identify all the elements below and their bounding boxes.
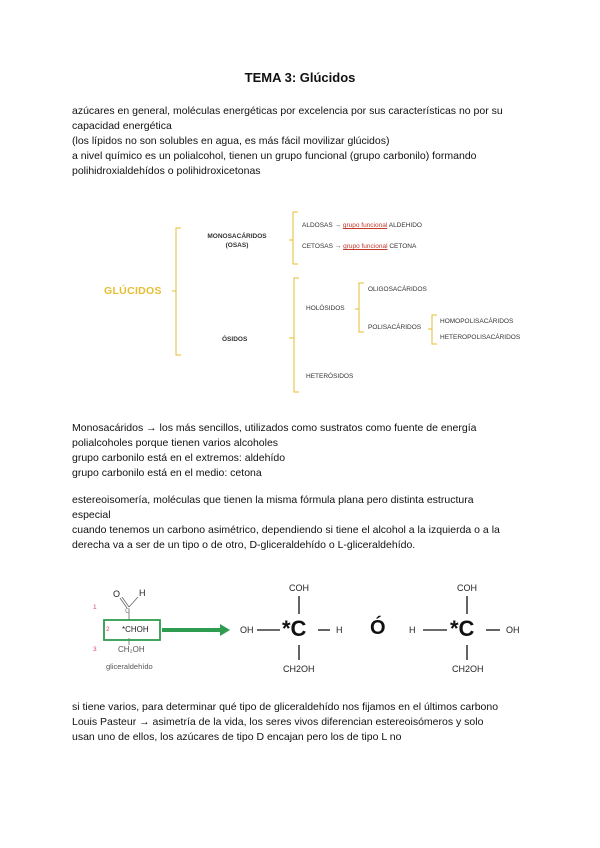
right-top-coh: COH — [457, 583, 477, 593]
mono-line1: MONOSACÁRIDOS — [207, 233, 267, 240]
cetosas-grupo: grupo funcional — [343, 243, 388, 250]
closing-line: usan uno de ellos, los azúcares de tipo D encajan pero los de tipo L no — [72, 731, 402, 743]
closing-line: Louis Pasteur → asimetría de la vida, los seres vivos diferencian estereoisómeros y solo — [72, 716, 484, 728]
left-h: H — [336, 625, 343, 635]
stereo-line: derecha va a ser de un tipo o de otro, D-gliceraldehído o L-gliceraldehído. — [72, 539, 416, 551]
intro-line: a nivel químico es un polialcohol, tienen un grupo funcional (grupo carbonilo) formando — [72, 150, 477, 162]
heteropolisacaridos-label: HETEROPOLISACÁRIDOS — [440, 334, 521, 341]
homopolisacaridos-label: HOMOPOLISACÁRIDOS — [440, 318, 514, 325]
aldehyde-oxygen: O — [113, 589, 121, 599]
oligosacaridos-label: OLIGOSACÁRIDOS — [368, 286, 427, 293]
mono-line: polialcoholes porque tienen varios alcoholes — [72, 437, 279, 449]
carbon-number-2: 2 — [106, 626, 110, 633]
aldehyde-hydrogen: H — [139, 588, 146, 598]
mono-line: grupo carbonilo está en el medio: cetona — [72, 467, 262, 479]
right-bottom-ch2oh: CH2OH — [452, 664, 484, 674]
carbon-number-3: 3 — [93, 646, 97, 653]
closing-paragraph — [72, 700, 532, 745]
stereo-line: cuando tenemos un carbono asimétrico, dependiendo si tiene el alcohol a la izquierda o a la — [72, 524, 500, 536]
page-title: TEMA 3: Glúcidos — [244, 70, 356, 85]
aldosas-grupo: grupo funcional — [342, 222, 388, 229]
cetosas-cetona: CETONA — [387, 243, 417, 250]
mono-line: grupo carbonilo está en el extremos: aldehído — [72, 452, 286, 464]
intro-line: (los lípidos no son solubles en agua, es más fácil movilizar glúcidos) — [72, 135, 390, 147]
aldosas-aldehido: ALDEHIDO — [387, 222, 422, 229]
right-carbon: *C — [450, 616, 475, 641]
ch2oh-label: CH₂OH — [118, 645, 145, 654]
stereo-line: especial — [72, 509, 111, 521]
intro-line: polihidroxialdehídos o polihidroxicetonas — [72, 165, 261, 177]
closing-line: si tiene varios, para determinar qué tipo de gliceraldehído nos fijamos en el últimos carbono — [72, 701, 499, 713]
intro-line: capacidad energética — [72, 120, 172, 132]
aldehyde-carbon: C — [125, 608, 131, 615]
intro-line: azúcares en general, moléculas energéticas por excelencia por sus características no por su — [72, 105, 503, 117]
right-h: H — [409, 625, 416, 635]
aldosas-text: ALDOSAS → — [302, 222, 343, 229]
left-top-coh: COH — [289, 583, 309, 593]
polisacaridos-label: POLISACÁRIDOS — [368, 324, 422, 331]
left-bottom-ch2oh: CH2OH — [283, 664, 315, 674]
carbon-number-1: 1 — [93, 604, 97, 611]
cetosas-text: CETOSAS → — [302, 243, 344, 250]
glucidos-label: GLÚCIDOS — [104, 285, 162, 297]
stereo-line: estereoisomería, moléculas que tienen la misma fórmula plana pero distinta estructura — [72, 494, 474, 506]
right-oh: OH — [506, 625, 520, 635]
osidos-label: ÓSIDOS — [222, 336, 248, 343]
mono-line2: (OSAS) — [225, 242, 249, 249]
mono-line: Monosacáridos → los más sencillos, utilizados como sustratos como fuente de energía — [72, 422, 477, 434]
left-carbon: *C — [282, 616, 307, 641]
o-separator: Ó — [370, 617, 386, 639]
left-oh: OH — [240, 625, 254, 635]
green-arrow-head — [220, 624, 230, 636]
gliceraldehido-caption: gliceraldehído — [106, 662, 153, 671]
choh-label: *CHOH — [122, 625, 149, 634]
holosidos-label: HOLÓSIDOS — [306, 305, 345, 312]
heterosidos-label: HETERÓSIDOS — [306, 373, 354, 380]
